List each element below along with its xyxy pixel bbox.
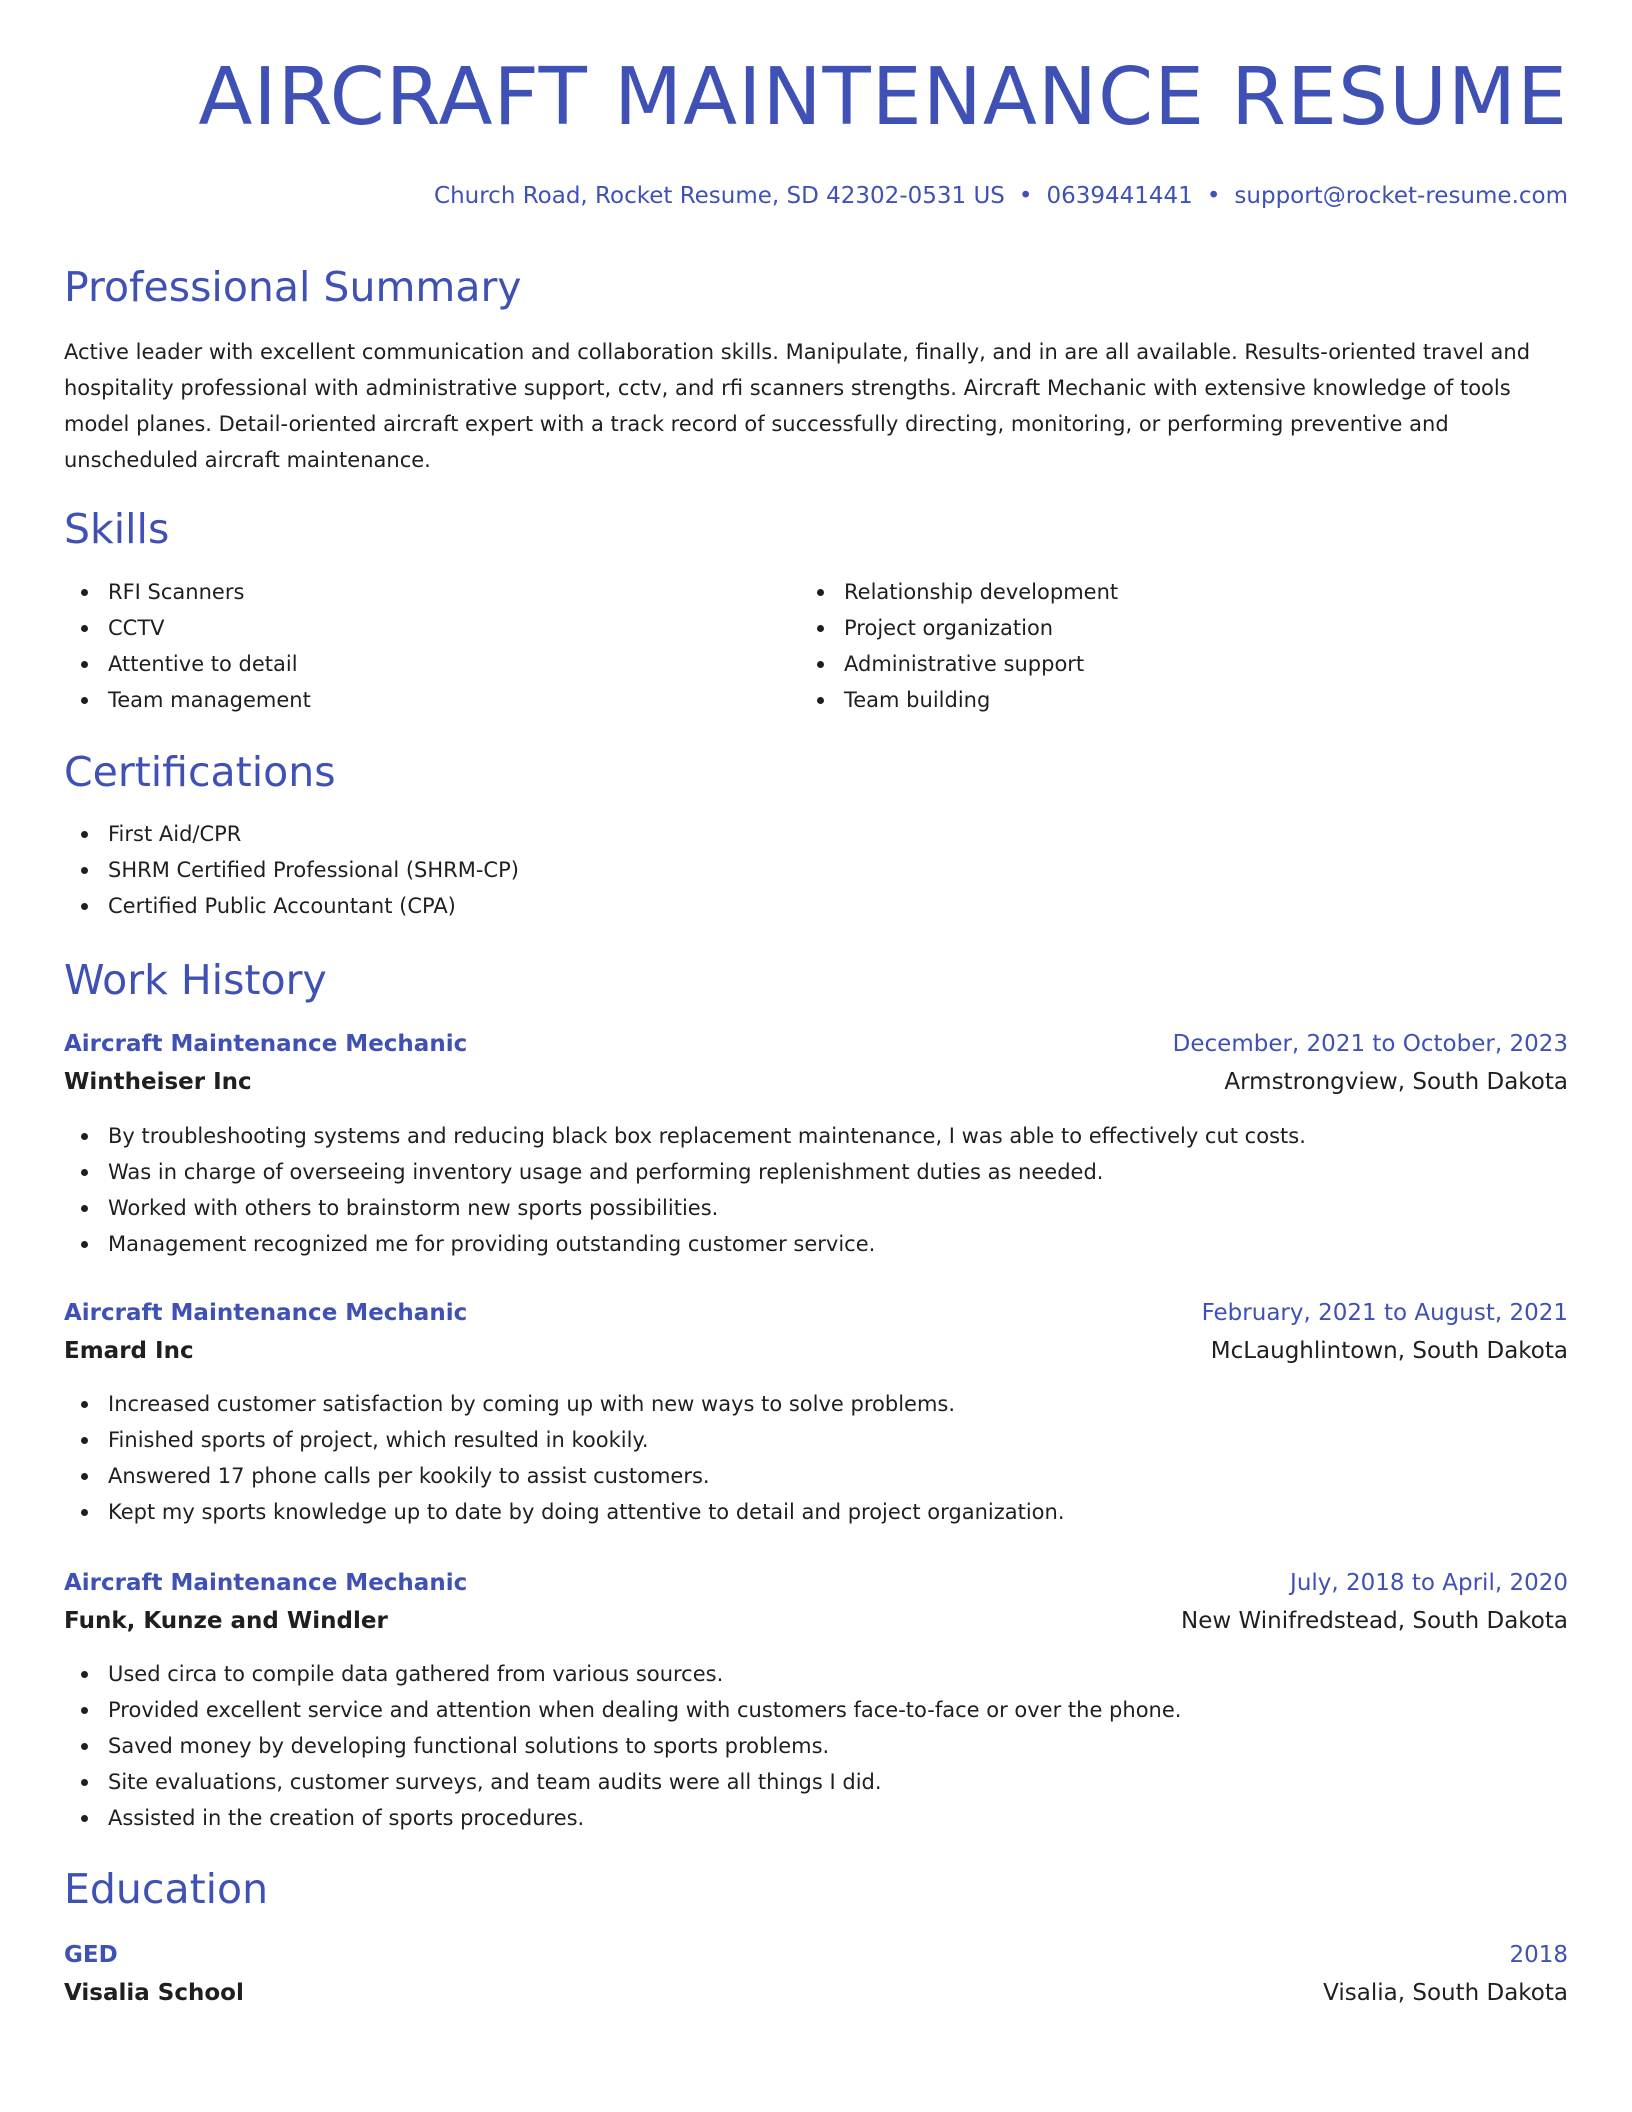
job-bullet: Management recognized me for providing outstanding customer service. [64, 1226, 1306, 1262]
job-bullet: Was in charge of overseeing inventory usage and performing replenishment duties as needed. [64, 1154, 1306, 1190]
education-degree: GED [64, 1942, 118, 1968]
skills-list-right [800, 574, 1118, 718]
skills-heading: Skills [64, 505, 170, 553]
job-dates: February, 2021 to August, 2021 [1201, 1300, 1568, 1326]
contact-line [434, 180, 1568, 212]
contact-separator: • [1206, 183, 1221, 209]
job-bullet: Saved money by developing functional solutions to sports problems. [64, 1728, 1181, 1764]
job-dates: July, 2018 to April, 2020 [1290, 1570, 1568, 1596]
job-company-row [64, 1064, 1568, 1100]
certification-item: Certified Public Accountant (CPA) [64, 888, 519, 924]
skill-item: Team management [64, 682, 311, 718]
certification-item: First Aid/CPR [64, 816, 519, 852]
job-bullet: Answered 17 phone calls per kookily to assist customers. [64, 1458, 1065, 1494]
job-location: McLaughlintown, South Dakota [1210, 1338, 1568, 1364]
skills-list-left [64, 574, 311, 718]
summary-text: Active leader with excellent communication and collaboration skills. Manipulate, finally, and in are all available. Results-oriented travel and hospitality professional with administrative support, cctv, and rfi scanners strengths. Aircraft Mechanic with extensive knowledge of tools model planes. Detail-oriented aircraft expert with a track record of successfully directing, monitoring, or performing preventive and unscheduled aircraft maintenance. [64, 340, 1531, 472]
contact-email: support@rocket-resume.com [1234, 183, 1568, 209]
job-company: Emard Inc [64, 1338, 194, 1364]
education-school: Visalia School [64, 1980, 244, 2006]
job-bullets [64, 1656, 1181, 1836]
job-title: Aircraft Maintenance Mechanic [64, 1570, 468, 1596]
job-company: Wintheiser Inc [64, 1069, 252, 1095]
skill-item: Team building [800, 682, 1118, 718]
job-bullet: Increased customer satisfaction by coming up with new ways to solve problems. [64, 1386, 1065, 1422]
job-location: Armstrongview, South Dakota [1224, 1069, 1568, 1095]
skill-item: Relationship development [800, 574, 1118, 610]
job-bullet: Site evaluations, customer surveys, and team audits were all things I did. [64, 1764, 1181, 1800]
job-bullet: Kept my sports knowledge up to date by doing attentive to detail and project organization. [64, 1494, 1065, 1530]
education-heading: Education [64, 1865, 269, 1913]
certifications-list [64, 816, 519, 924]
job-title: Aircraft Maintenance Mechanic [64, 1031, 468, 1057]
education-school-row [64, 1975, 1568, 2011]
contact-phone: 0639441441 [1046, 183, 1193, 209]
skill-item: Attentive to detail [64, 646, 311, 682]
education-location: Visalia, South Dakota [1323, 1980, 1568, 2006]
job-bullet: By troubleshooting systems and reducing black box replacement maintenance, I was able to effectively cut costs. [64, 1118, 1306, 1154]
job-bullet: Provided excellent service and attention when dealing with customers face-to-face or over the phone. [64, 1692, 1181, 1728]
certification-item: SHRM Certified Professional (SHRM-CP) [64, 852, 519, 888]
job-bullets [64, 1118, 1306, 1262]
job-header-row [64, 1026, 1568, 1062]
resume-title: AIRCRAFT MAINTENANCE RESUME [198, 51, 1568, 143]
job-company-row [64, 1333, 1568, 1369]
contact-separator: • [1018, 183, 1033, 209]
skill-item: CCTV [64, 610, 311, 646]
job-bullets [64, 1386, 1065, 1530]
skill-item: Administrative support [800, 646, 1118, 682]
work-history-heading: Work History [64, 956, 327, 1004]
job-bullet: Worked with others to brainstorm new sports possibilities. [64, 1190, 1306, 1226]
job-title: Aircraft Maintenance Mechanic [64, 1300, 468, 1326]
job-dates: December, 2021 to October, 2023 [1172, 1031, 1568, 1057]
job-bullet: Assisted in the creation of sports procedures. [64, 1800, 1181, 1836]
job-company-row [64, 1603, 1568, 1639]
job-company: Funk, Kunze and Windler [64, 1608, 388, 1634]
education-year: 2018 [1509, 1942, 1568, 1968]
skill-item: RFI Scanners [64, 574, 311, 610]
contact-address: Church Road, Rocket Resume, SD 42302-0531 US [434, 183, 1005, 209]
summary-heading: Professional Summary [64, 263, 522, 311]
job-header-row [64, 1295, 1568, 1331]
certifications-heading: Certifications [64, 748, 336, 796]
job-location: New Winifredstead, South Dakota [1181, 1608, 1568, 1634]
job-bullet: Used circa to compile data gathered from various sources. [64, 1656, 1181, 1692]
job-header-row [64, 1565, 1568, 1601]
skill-item: Project organization [800, 610, 1118, 646]
education-header-row [64, 1937, 1568, 1973]
job-bullet: Finished sports of project, which resulted in kookily. [64, 1422, 1065, 1458]
